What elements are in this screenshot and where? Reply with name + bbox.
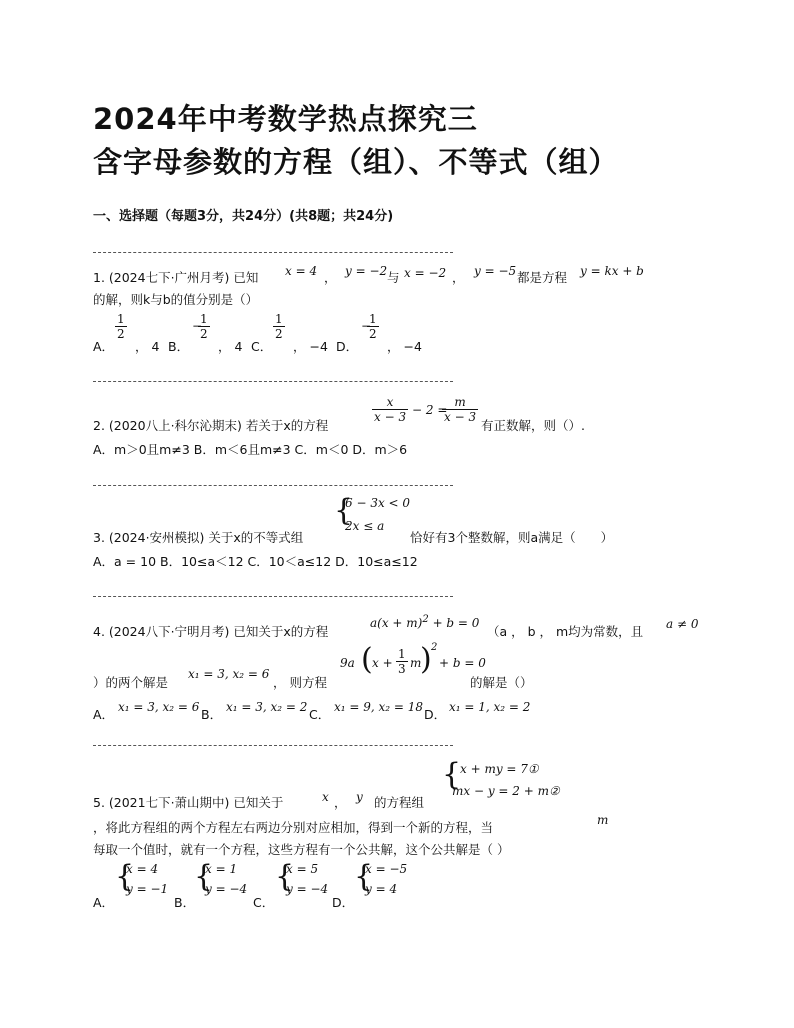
q4-option-a: x₁ = 3, x₂ = 6 [118, 700, 200, 714]
q5-option-a-label: A． [93, 895, 115, 910]
q4-option-c: x₁ = 9, x₂ = 18 [334, 700, 424, 714]
q5-system-line-1: x + my = 7① [460, 762, 539, 776]
q5-prefix: 5. (2021七下·萧山期中) 已知关于 [93, 795, 284, 810]
q2-fraction-left [372, 395, 408, 424]
q4-equation-2-fraction [396, 647, 408, 676]
q5-system-brace: { [442, 757, 462, 792]
equation-body: a(x + m) [370, 616, 423, 630]
q5-option-c-brace: { [275, 859, 295, 894]
q2-equation-middle: − 2 = [412, 403, 448, 417]
q5-option-d-line-2: y = 4 [365, 882, 398, 896]
q1-option-d-minus: − [361, 319, 372, 333]
q4-equation-2-m: m [410, 656, 422, 670]
separator [93, 596, 453, 597]
fraction-denominator: x − 3 [374, 410, 407, 424]
q4-option-a-label: A． [93, 707, 115, 722]
separator [93, 252, 453, 253]
title-line-1: 2024年中考数学热点探究三 [93, 102, 478, 136]
q5-var-y: y [356, 790, 363, 804]
equation-rest: + b = 0 [432, 616, 480, 630]
fraction-numerator: m [454, 395, 466, 409]
q5-option-a-brace: { [115, 859, 135, 894]
exponent: 2 [422, 614, 429, 625]
fraction-denominator: 2 [275, 327, 283, 341]
q5-mid: 的方程组 [374, 795, 425, 810]
q1-math-1: x = 4 [285, 264, 318, 278]
q1-option-b-minus: − [192, 319, 203, 333]
q3-system-brace: { [334, 493, 354, 528]
q4-option-c-label: C． [309, 707, 331, 722]
q5-var-x: x [322, 790, 329, 804]
q1-comma-2: ， [452, 270, 465, 285]
q1-option-c-fraction [273, 312, 285, 341]
q1-math-3: x = −2 [404, 266, 447, 280]
fraction-denominator: x − 3 [444, 410, 477, 424]
q1-option-c-rest: ， −4 [293, 339, 328, 354]
q4-condition-math: a ≠ 0 [666, 617, 699, 631]
fraction-denominator: 2 [117, 327, 125, 341]
q1-text-equation: 都是方程 [517, 270, 568, 285]
q1-line-2: 的解，则k与b的值分别是（） [93, 292, 259, 307]
q4-equation-1 [370, 614, 479, 630]
q4-line-2-start: ）的两个解是 [93, 675, 169, 690]
fraction-numerator: 1 [369, 312, 377, 326]
q4-option-b: x₁ = 3, x₂ = 2 [226, 700, 308, 714]
q4-prefix: 4. (2024八下·宁明月考) 已知关于x的方程 [93, 624, 329, 639]
q4-equation-2-left-paren: ( [361, 642, 373, 677]
q1-option-b-fraction [198, 312, 210, 341]
q5-var-m: m [597, 813, 609, 827]
q5-option-d-line-1: x = −5 [365, 862, 408, 876]
q1-option-a-rest: ， 4 [135, 339, 160, 354]
title-line-2: 含字母参数的方程（组）、不等式（组） [93, 145, 619, 179]
q5-option-c-line-2: y = −4 [286, 882, 329, 896]
q5-option-c-label: C． [253, 895, 275, 910]
q4-equation-2-right-paren: ) [420, 642, 432, 677]
q4-equation-2-coef: 9a [340, 656, 355, 670]
q4-equation-2-x: x + [372, 656, 393, 670]
q4-option-d: x₁ = 1, x₂ = 2 [449, 700, 531, 714]
q5-option-b-line-2: y = −4 [205, 882, 248, 896]
q2-options: A．m＞0且m≠3 B．m＜6且m≠3 C．m＜0 D．m＞6 [93, 442, 408, 457]
q5-option-a-line-1: x = 4 [126, 862, 159, 876]
q1-math-2: y = −2 [345, 264, 388, 278]
q1-option-b-label: B． [168, 339, 190, 354]
q3-suffix: 恰好有3个整数解，则a满足（ ） [410, 530, 614, 545]
q3-options: A．a = 10 B．10≤a＜12 C．10＜a≤12 D．10≤a≤12 [93, 554, 418, 569]
fraction-numerator: 1 [117, 312, 125, 326]
q4-solutions: x₁ = 3, x₂ = 6 [188, 667, 270, 681]
q4-option-b-label: B． [201, 707, 223, 722]
fraction-numerator: x [386, 395, 394, 409]
q4-line-2-mid: ， 则方程 [273, 675, 327, 690]
q1-conj: 与 [387, 270, 400, 285]
separator [93, 485, 453, 486]
q1-option-d-label: D． [336, 339, 359, 354]
q5-option-b-line-1: x = 1 [205, 862, 238, 876]
q5-option-c-line-1: x = 5 [286, 862, 319, 876]
q5-option-a-line-2: y = −1 [126, 882, 169, 896]
section-heading: 一、选择题（每题3分，共24分）(共8题；共24分) [93, 209, 394, 224]
q1-option-c-label: C． [251, 339, 273, 354]
q4-equation-2-rest: + b = 0 [439, 656, 486, 670]
q1-option-a-fraction [115, 312, 127, 341]
q1-math-5: y = kx + b [580, 264, 644, 278]
q1-math-4: y = −5 [474, 264, 517, 278]
q5-comma: ， [334, 795, 347, 810]
fraction-numerator: 1 [200, 312, 208, 326]
q3-system-line-2: 2x ≤ a [345, 519, 385, 533]
q5-option-d-label: D． [332, 895, 355, 910]
q1-prefix: 1. (2024七下·广州月考) 已知 [93, 270, 259, 285]
q1-option-d-rest: ， −4 [387, 339, 422, 354]
q5-system-line-2: mx − y = 2 + m② [452, 784, 560, 798]
q5-option-b-label: B． [174, 895, 196, 910]
separator [93, 381, 453, 382]
q3-system-line-1: 6 − 3x < 0 [345, 496, 411, 510]
q4-condition: （a ， b ， m均为常数，且 [487, 624, 644, 639]
fraction-numerator: 1 [275, 312, 283, 326]
separator [93, 745, 453, 746]
fraction-denominator: 3 [398, 662, 406, 676]
q1-option-b-rest: ， 4 [218, 339, 243, 354]
q4-equation-2-exponent: 2 [431, 642, 438, 653]
q5-option-b-brace: { [194, 859, 214, 894]
q5-line-3: 每取一个值时，就有一个方程，这些方程有一个公共解，这个公共解是（ ） [93, 842, 510, 857]
q1-comma-1: ， [324, 270, 337, 285]
q1-option-d-fraction [367, 312, 379, 341]
q2-suffix: 有正数解，则（）. [481, 418, 585, 433]
q2-fraction-right [442, 395, 478, 424]
q4-line-2-end: 的解是（） [470, 675, 533, 690]
fraction-denominator: 2 [369, 327, 377, 341]
fraction-denominator: 2 [200, 327, 208, 341]
fraction-numerator: 1 [398, 647, 406, 661]
q1-option-a-label: A． [93, 339, 115, 354]
q3-prefix: 3. (2024·安州模拟) 关于x的不等式组 [93, 530, 304, 545]
q5-option-d-brace: { [354, 859, 374, 894]
q4-option-d-label: D． [424, 707, 447, 722]
q5-line-2: ，将此方程组的两个方程左右两边分别对应相加，得到一个新的方程，当 [93, 820, 494, 835]
q2-prefix: 2. (2020八上·科尔沁期末) 若关于x的方程 [93, 418, 329, 433]
